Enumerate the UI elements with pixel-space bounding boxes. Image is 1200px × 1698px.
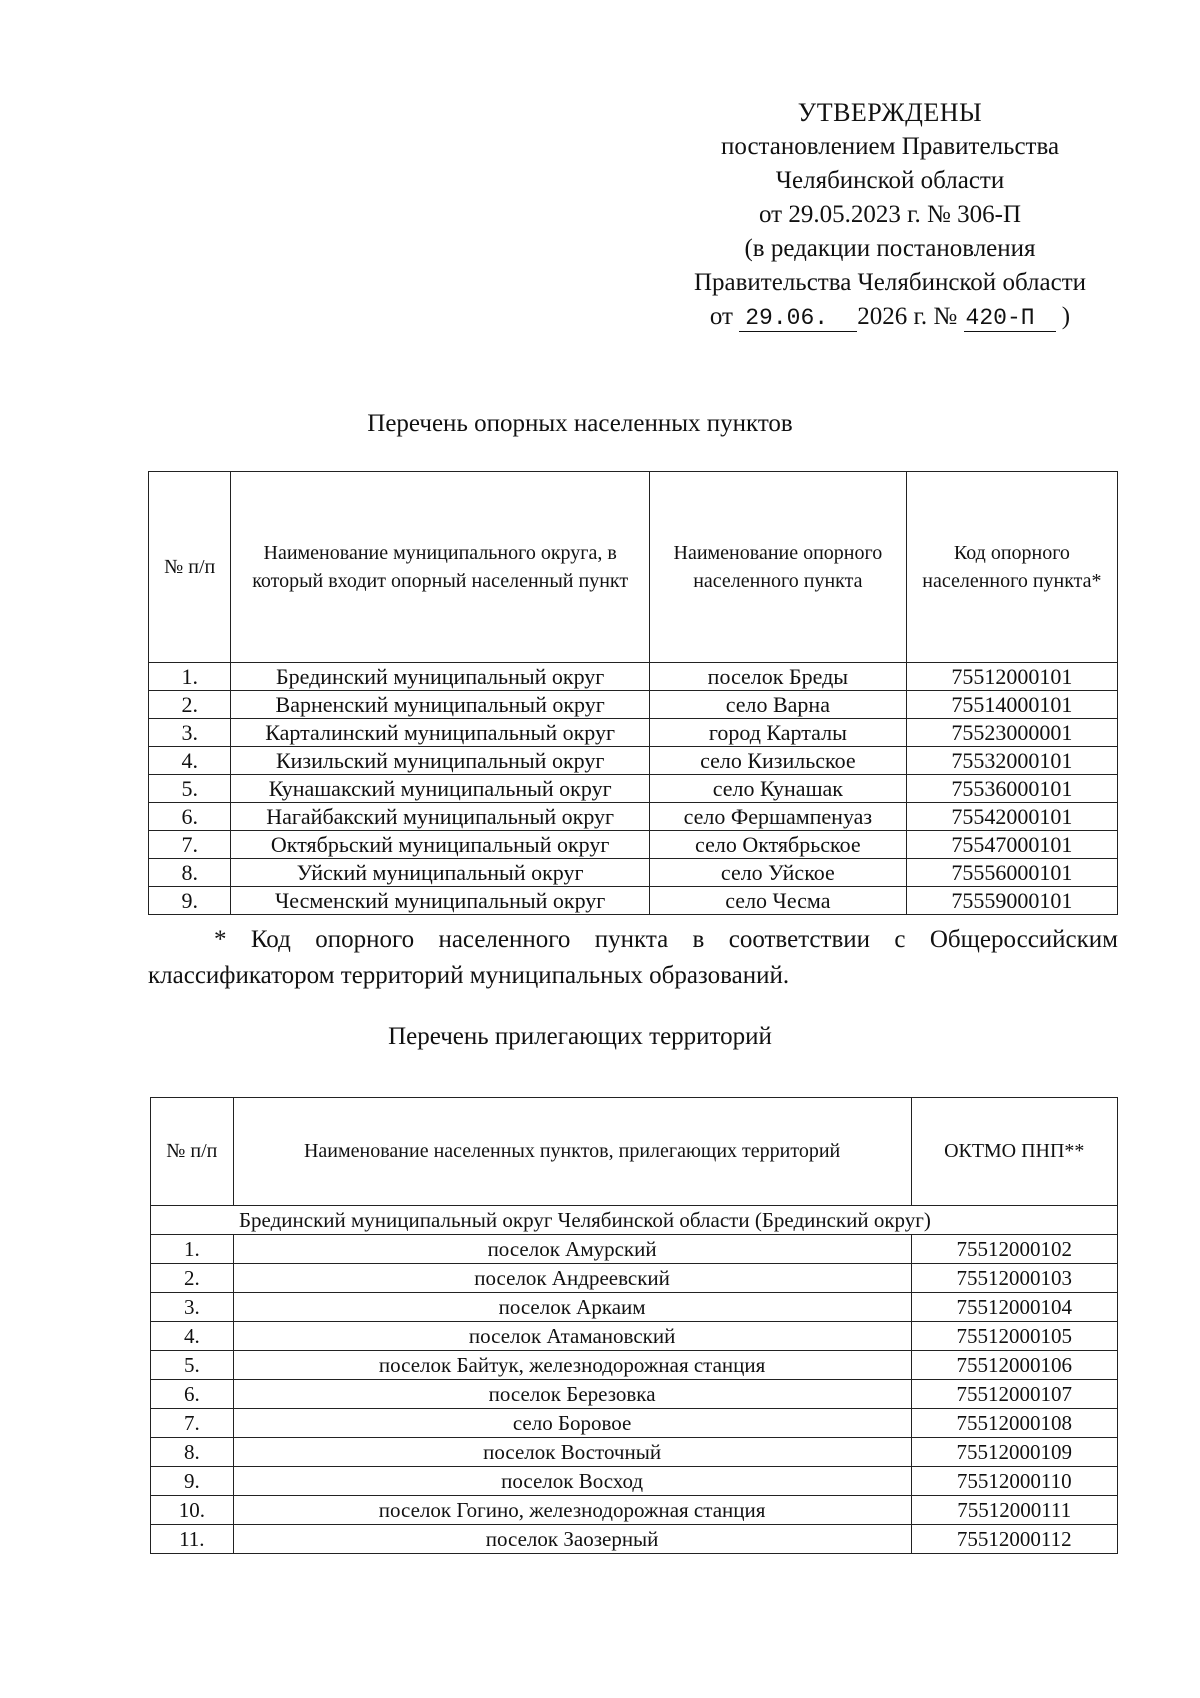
cell-settlement: поселок Бреды xyxy=(649,663,906,691)
cell-settlement: село Фершампенуаз xyxy=(649,803,906,831)
cell-name: поселок Восход xyxy=(233,1467,911,1496)
cell-settlement: село Чесма xyxy=(649,887,906,915)
table-row xyxy=(151,1467,1118,1496)
table-row xyxy=(149,803,1118,831)
cell-name: село Боровое xyxy=(233,1409,911,1438)
cell-name: поселок Байтук, железнодорожная станция xyxy=(233,1351,911,1380)
cell-number: 7. xyxy=(151,1409,234,1438)
table-row xyxy=(149,831,1118,859)
cell-name: поселок Заозерный xyxy=(233,1525,911,1554)
cell-number: 10. xyxy=(151,1496,234,1525)
cell-oktmo: 75512000111 xyxy=(911,1496,1117,1525)
cell-number: 3. xyxy=(151,1293,234,1322)
cell-settlement: село Октябрьское xyxy=(649,831,906,859)
reference-settlements-table xyxy=(148,471,1118,915)
table-row xyxy=(151,1351,1118,1380)
table-row xyxy=(151,1380,1118,1409)
table-header-row xyxy=(149,472,1118,663)
cell-number: 9. xyxy=(149,887,231,915)
table-row xyxy=(151,1293,1118,1322)
cell-number: 6. xyxy=(151,1380,234,1409)
approval-line: (в редакции постановления xyxy=(744,235,1036,262)
cell-number: 3. xyxy=(149,719,231,747)
column-header-name: Наименование населенных пунктов, прилегающих территорий xyxy=(233,1098,911,1206)
footnote: * Код опорного населенного пункта в соответствии с Общероссийским классификатором территорий муниципальных образований. xyxy=(148,926,1118,989)
group-row xyxy=(151,1206,1118,1235)
cell-code: 75536000101 xyxy=(906,775,1117,803)
adjacent-territories-table xyxy=(150,1097,1118,1554)
cell-name: поселок Андреевский xyxy=(233,1264,911,1293)
cell-number: 8. xyxy=(149,859,231,887)
cell-oktmo: 75512000105 xyxy=(911,1322,1117,1351)
table-row xyxy=(149,691,1118,719)
cell-name: поселок Березовка xyxy=(233,1380,911,1409)
cell-district: Карталинский муниципальный округ xyxy=(231,719,650,747)
cell-settlement: село Кунашак xyxy=(649,775,906,803)
table-row xyxy=(149,859,1118,887)
cell-oktmo: 75512000106 xyxy=(911,1351,1117,1380)
cell-code: 75523000001 xyxy=(906,719,1117,747)
cell-district: Кизильский муниципальный округ xyxy=(231,747,650,775)
approval-stamp xyxy=(640,96,1140,334)
cell-oktmo: 75512000103 xyxy=(911,1264,1117,1293)
cell-number: 5. xyxy=(149,775,231,803)
cell-oktmo: 75512000102 xyxy=(911,1235,1117,1264)
cell-number: 4. xyxy=(149,747,231,775)
table-row xyxy=(151,1409,1118,1438)
table-row xyxy=(151,1525,1118,1554)
column-header-district: Наименование муниципального округа, в который входит опорный населенный пункт xyxy=(231,472,650,663)
cell-oktmo: 75512000104 xyxy=(911,1293,1117,1322)
cell-name: поселок Гогино, железнодорожная станция xyxy=(233,1496,911,1525)
column-header-settlement: Наименование опорного населенного пункта xyxy=(649,472,906,663)
cell-code: 75547000101 xyxy=(906,831,1117,859)
cell-settlement: село Кизильское xyxy=(649,747,906,775)
cell-number: 9. xyxy=(151,1467,234,1496)
cell-number: 5. xyxy=(151,1351,234,1380)
table-header-row xyxy=(151,1098,1118,1206)
cell-name: поселок Амурский xyxy=(233,1235,911,1264)
cell-code: 75559000101 xyxy=(906,887,1117,915)
column-header-code: Код опорного населенного пункта* xyxy=(906,472,1117,663)
table-row xyxy=(149,663,1118,691)
cell-oktmo: 75512000108 xyxy=(911,1409,1117,1438)
cell-name: поселок Атамановский xyxy=(233,1322,911,1351)
approval-line: от 29.05.2023 г. № 306-П xyxy=(758,201,1021,228)
cell-district: Варненский муниципальный округ xyxy=(231,691,650,719)
cell-oktmo: 75512000110 xyxy=(911,1467,1117,1496)
table1-title: Перечень опорных населенных пунктов xyxy=(367,410,793,437)
approval-heading: УТВЕРЖДЕНЫ xyxy=(797,98,983,127)
cell-oktmo: 75512000109 xyxy=(911,1438,1117,1467)
cell-number: 7. xyxy=(149,831,231,859)
cell-number: 4. xyxy=(151,1322,234,1351)
table-row xyxy=(151,1438,1118,1467)
column-header-number: № п/п xyxy=(151,1098,234,1206)
table-row xyxy=(149,775,1118,803)
cell-name: поселок Аркаим xyxy=(233,1293,911,1322)
column-header-number: № п/п xyxy=(149,472,231,663)
cell-oktmo: 75512000107 xyxy=(911,1380,1117,1409)
cell-settlement: город Карталы xyxy=(649,719,906,747)
table-row xyxy=(151,1322,1118,1351)
column-header-oktmo: ОКТМО ПНП** xyxy=(911,1098,1117,1206)
table-row xyxy=(151,1235,1118,1264)
cell-district: Нагайбакский муниципальный округ xyxy=(231,803,650,831)
table2-title: Перечень прилегающих территорий xyxy=(388,1023,772,1050)
cell-district: Уйский муниципальный округ xyxy=(231,859,650,887)
cell-number: 6. xyxy=(149,803,231,831)
cell-number: 2. xyxy=(151,1264,234,1293)
amendment-prefix: от xyxy=(709,303,733,330)
table-row xyxy=(149,747,1118,775)
table-row xyxy=(151,1264,1118,1293)
cell-number: 1. xyxy=(149,663,231,691)
cell-number: 2. xyxy=(149,691,231,719)
cell-district: Брединский муниципальный округ xyxy=(231,663,650,691)
approval-line: Правительства Челябинской области xyxy=(693,269,1087,296)
cell-district: Октябрьский муниципальный округ xyxy=(231,831,650,859)
approval-line: постановлением Правительства xyxy=(720,133,1060,160)
approval-line: Челябинской области xyxy=(775,167,1005,194)
amendment-suffix: ) xyxy=(1061,303,1071,330)
cell-oktmo: 75512000112 xyxy=(911,1525,1117,1554)
approval-amendment-line xyxy=(640,300,1140,334)
cell-settlement: село Варна xyxy=(649,691,906,719)
amendment-date: 29.06. xyxy=(739,305,857,332)
cell-code: 75556000101 xyxy=(906,859,1117,887)
cell-code: 75532000101 xyxy=(906,747,1117,775)
cell-number: 8. xyxy=(151,1438,234,1467)
cell-number: 1. xyxy=(151,1235,234,1264)
cell-code: 75512000101 xyxy=(906,663,1117,691)
cell-district: Кунашакский муниципальный округ xyxy=(231,775,650,803)
cell-name: поселок Восточный xyxy=(233,1438,911,1467)
cell-district: Чесменский муниципальный округ xyxy=(231,887,650,915)
table-row xyxy=(149,719,1118,747)
cell-number: 11. xyxy=(151,1525,234,1554)
table-row xyxy=(149,887,1118,915)
amendment-year: 2026 г. № xyxy=(857,303,958,330)
group-label: Брединский муниципальный округ Челябинской области (Брединский округ) xyxy=(151,1206,1118,1235)
cell-code: 75542000101 xyxy=(906,803,1117,831)
table-row xyxy=(151,1496,1118,1525)
cell-code: 75514000101 xyxy=(906,691,1117,719)
amendment-number: 420-П xyxy=(964,305,1056,332)
cell-settlement: село Уйское xyxy=(649,859,906,887)
